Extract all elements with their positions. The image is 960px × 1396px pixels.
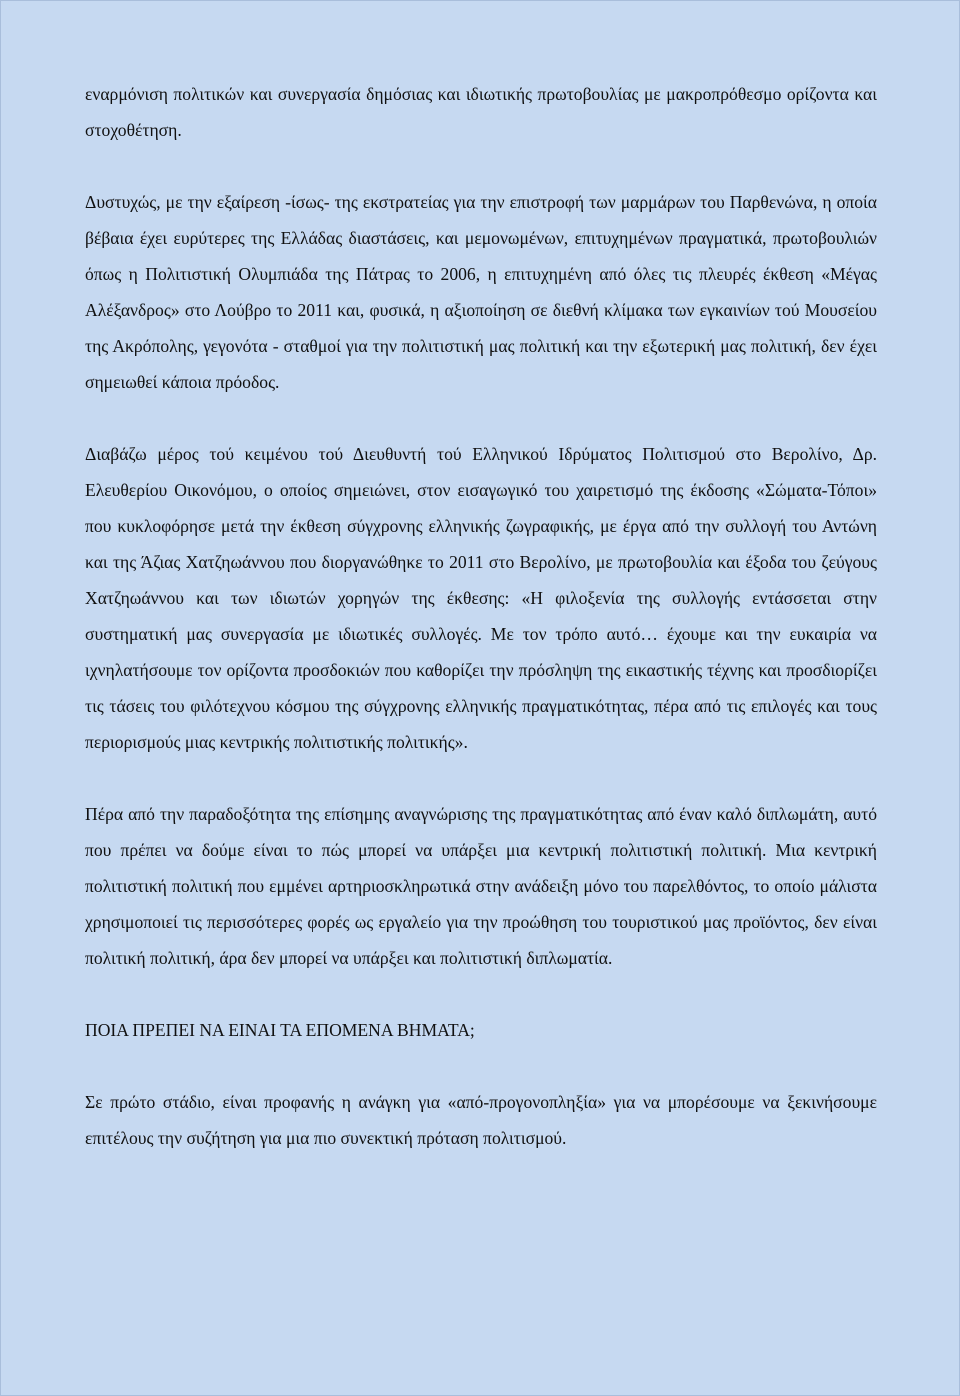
paragraph-5: Σε πρώτο στάδιο, είναι προφανής η ανάγκη για «από-προγονοπληξία» για να μπορέσουμε να ξεκινήσουμε επιτέλους την συζήτηση για μια πιο συνεκτική πρόταση πολιτισμού. xyxy=(85,1092,877,1148)
paragraph-spacer xyxy=(85,148,877,184)
document-body xyxy=(85,76,877,1156)
paragraph-spacer xyxy=(85,1048,877,1084)
paragraph-3: Διαβάζω μέρος τού κειμένου τού Διευθυντή τού Ελληνικού Ιδρύματος Πολιτισμού στο Βερολίνο, Δρ. Ελευθερίου Οικονόμου, ο οποίος σημειώνει, στον εισαγωγικό του χαιρετισμό της έκδοσης «Σώματα-Τόποι» που κυκλοφόρησε μετά την έκθεση σύγχρονης ελληνικής ζωγραφικής, με έργα από την συλλογή του Αντώνη και της Άζιας Χατζηωάννου που διοργανώθηκε το 2011 στο Βερολίνο, με πρωτοβουλία και έξοδα του ζεύγους Χατζηωάννου και των ιδιωτών χορηγών της έκθεσης: «Η φιλοξενία της συλλογής εντάσσεται στην συστηματική μας συνεργασία με ιδιωτικές συλλογές. Με τον τρόπο αυτό… έχουμε και την ευκαιρία να ιχνηλατήσουμε τον ορίζοντα προσδοκιών που καθορίζει την πρόσληψη της εικαστικής τέχνης και προσδιορίζει τις τάσεις του φιλότεχνου κόσμου της σύγχρονης ελληνικής πραγματικότητας, πέρα από τις επιλογές και τους περιορισμούς μιας κεντρικής πολιτιστικής πολιτικής». xyxy=(85,444,877,752)
paragraph-spacer xyxy=(85,400,877,436)
section-heading: ΠΟΙΑ ΠΡΕΠΕΙ ΝΑ ΕΙΝΑΙ ΤΑ ΕΠΟΜΕΝΑ ΒΗΜΑΤΑ; xyxy=(85,1020,475,1040)
paragraph-2: Δυστυχώς, με την εξαίρεση -ίσως- της εκστρατείας για την επιστροφή των μαρμάρων του Παρθενώνα, η οποία βέβαια έχει ευρύτερες της Ελλάδας διαστάσεις, και μεμονωμένων, επιτυχημένων πραγματικά, πρωτοβουλιών όπως η Πολιτιστική Ολυμπιάδα της Πάτρας το 2006, η επιτυχημένη από όλες τις πλευρές έκθεση «Μέγας Αλέξανδρος» στο Λούβρο το 2011 και, φυσικά, η αξιοποίηση σε διεθνή κλίμακα των εγκαινίων τού Μουσείου της Ακρόπολης, γεγονότα - σταθμοί για την πολιτιστική μας πολιτική και την εξωτερική μας πολιτική, δεν έχει σημειωθεί κάποια πρόοδος. xyxy=(85,192,877,392)
paragraph-1: εναρμόνιση πολιτικών και συνεργασία δημόσιας και ιδιωτικής πρωτοβουλίας με μακροπρόθεσμο ορίζοντα και στοχοθέτηση. xyxy=(85,84,877,140)
paragraph-spacer xyxy=(85,976,877,1012)
paragraph-4: Πέρα από την παραδοξότητα της επίσημης αναγνώρισης της πραγματικότητας από έναν καλό διπλωμάτη, αυτό που πρέπει να δούμε είναι το πώς μπορεί να υπάρξει μια κεντρική πολιτιστική πολιτική. Μια κεντρική πολιτιστική πολιτική που εμμένει αρτηριοσκληρωτικά στην ανάδειξη μόνο του παρελθόντος, το οποίο μάλιστα χρησιμοποιεί τις περισσότερες φορές ως εργαλείο για την προώθηση του τουριστικού μας προϊόντος, δεν είναι πολιτική πολιτική, άρα δεν μπορεί να υπάρξει και πολιτιστική διπλωματία. xyxy=(85,804,877,968)
paragraph-spacer xyxy=(85,760,877,796)
